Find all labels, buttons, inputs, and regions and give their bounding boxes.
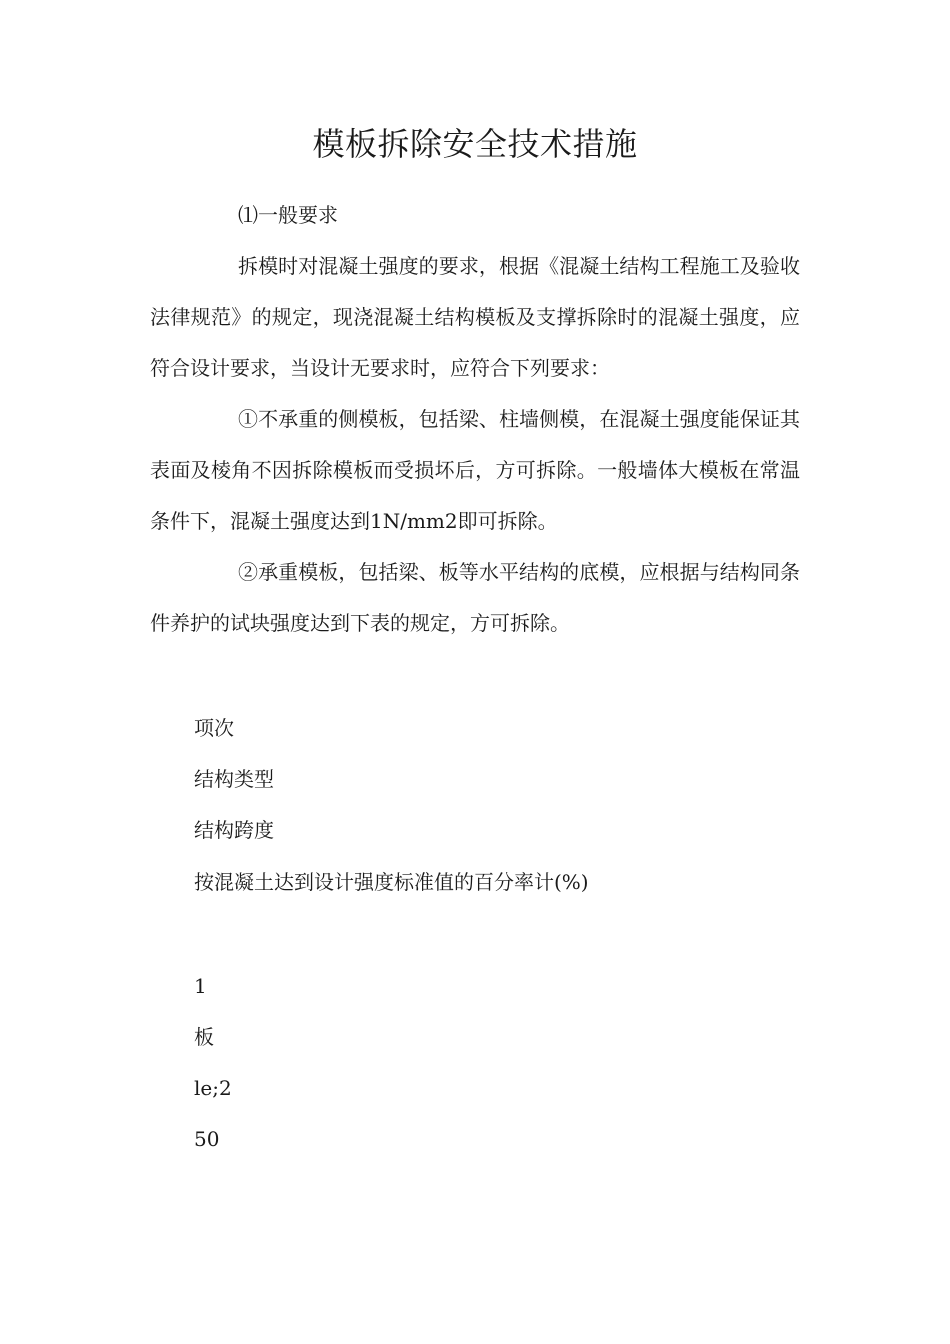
- paragraph-load-bearing-formwork: ②承重模板，包括梁、板等水平结构的底模，应根据与结构同条件养护的试块强度达到下表的规定，方可拆除。: [150, 560, 800, 635]
- table-header-structure-span: 结构跨度: [194, 818, 274, 842]
- table-cell-strength-percentage: 50: [194, 1127, 220, 1151]
- table-header-strength-percentage: 按混凝土达到设计强度标准值的百分率计(%): [194, 870, 589, 894]
- table-cell-item-no: 1: [194, 974, 207, 998]
- table-header-item-no: 项次: [194, 716, 234, 740]
- table-cell-structure-type: 板: [194, 1025, 214, 1049]
- section-heading: ⑴一般要求: [238, 203, 338, 227]
- table-header-structure-type: 结构类型: [194, 767, 274, 791]
- paragraph-strength-requirements: 拆模时对混凝土强度的要求，根据《混凝土结构工程施工及验收法律规范》的规定，现浇混凝土结构模板及支撑拆除时的混凝土强度，应符合设计要求，当设计无要求时，应符合下列要求：: [150, 254, 800, 380]
- paragraph-side-formwork: ①不承重的侧模板，包括梁、柱墙侧模，在混凝土强度能保证其表面及棱角不因拆除模板而受损坏后，方可拆除。一般墙体大模板在常温条件下，混凝土强度达到1N/mm2即可拆除。: [150, 407, 800, 533]
- document-title: 模板拆除安全技术措施: [312, 125, 638, 163]
- table-cell-structure-span: le;2: [194, 1076, 232, 1100]
